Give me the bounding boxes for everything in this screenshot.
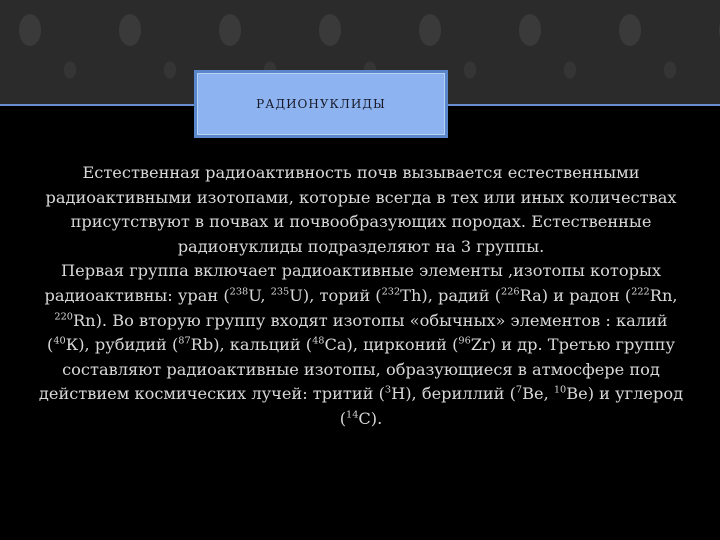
mass-number: 87 [178,335,191,347]
text-segment: C). [358,408,383,428]
mass-number: 40 [53,335,66,347]
text-segment: К), рубидий ( [65,335,179,355]
mass-number: 7 [515,384,523,396]
text-segment: U, [248,285,271,305]
text-segment: U), торий ( [289,285,382,305]
text-segment: Rb), кальций ( [190,335,313,355]
paragraph-natural-radioactivity: Естественная радиоактивность почв вызывается естественными радиоактивными изотопами, которые всегда в тех или иных количествах присутствуют в почвах и почвообразующих породах. Естественные радионуклиды подразделяют на 3 группы. [45,163,677,256]
mass-number: 222 [631,286,650,298]
slide-title: РАДИОНУКЛИДЫ [256,97,386,111]
slide-body [36,161,686,432]
title-box [194,70,448,138]
mass-number: 232 [381,286,401,298]
mass-number: 96 [458,335,471,347]
mass-number: 226 [501,286,520,298]
text-segment: H), бериллий ( [391,384,516,404]
mass-number: 3 [384,384,392,396]
mass-number: 10 [553,384,567,396]
text-segment: Be, [522,384,554,404]
text-segment: Be) и углерод ( [339,384,684,428]
text-segment: Zr) и др. Третью группу составляют радиоактивные изотопы, образующиеся в атмосфере под действием космических лучей: тритий ( [38,335,675,404]
paragraph-radionuclide-groups [36,259,686,431]
mass-number: 220 [54,311,73,323]
text-segment: Rn). Во вторую группу входят изотопы «обычных» элементов : калий ( [47,310,668,355]
mass-number: 14 [346,409,359,421]
mass-number: 48 [312,335,325,347]
text-segment: Первая группа включает радиоактивные элементы ,изотопы которых радиоактивны: уран ( [44,261,661,305]
mass-number: 235 [270,286,290,298]
text-segment: Rn, [649,285,678,305]
text-segment: Th), радий ( [400,285,502,305]
text-segment: Ra) и радон ( [519,285,632,305]
mass-number: 238 [229,286,249,298]
text-segment: Ca), цирконий ( [324,335,459,355]
